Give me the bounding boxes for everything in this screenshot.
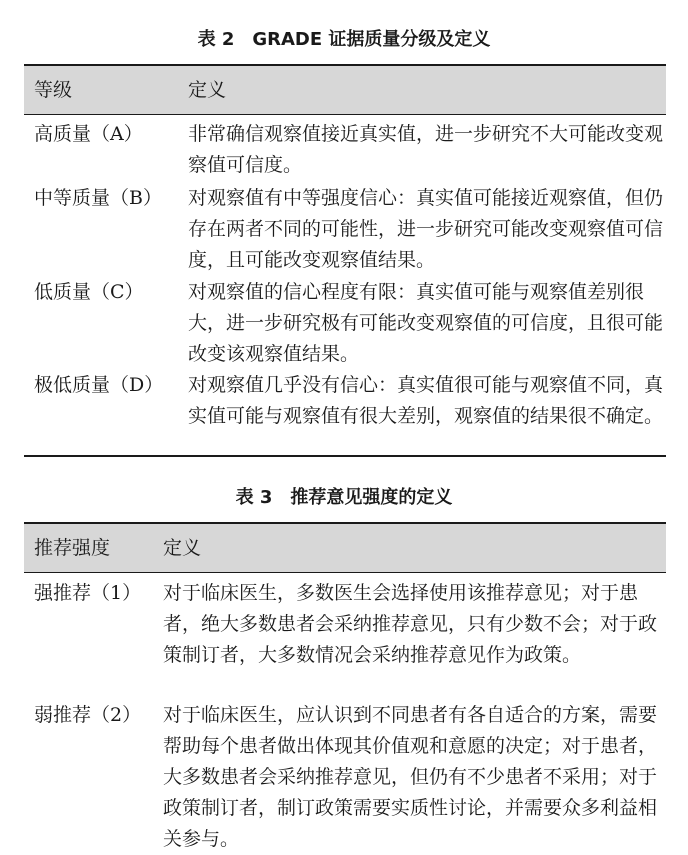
table2-header-rule: [24, 114, 666, 115]
table2-caption: [0, 28, 688, 52]
table3-row-level: 弱推荐（2）: [34, 704, 142, 726]
table2-row-level: 低质量（C）: [34, 281, 144, 303]
table3-row-level: 强推荐（1）: [34, 582, 142, 604]
table2-bottom-rule: [24, 455, 666, 457]
table3-header-rule: [24, 572, 666, 573]
table2-row-level: 高质量（A）: [34, 123, 143, 145]
table2-row-level: 中等质量（B）: [34, 187, 162, 209]
table3-caption: [0, 486, 688, 510]
table2-row-level: 极低质量（D）: [34, 374, 164, 396]
table3-header-level: 推荐强度: [34, 537, 111, 559]
table3-number: 表 3: [235, 487, 273, 508]
table2-row-definition: 非常确信观察值接近真实值，进一步研究不大可能改变观察值可信度。: [188, 123, 664, 176]
table2-row-definition: 对观察值有中等强度信心：真实值可能接近观察值，但仍存在两者不同的可能性，进一步研究可能改变观察值可信度，且可能改变观察值结果。: [188, 187, 664, 271]
table3-row-definition: 对于临床医生，多数医生会选择使用该推荐意见；对于患者，绝大多数患者会采纳推荐意见，只有少数不会；对于政策制订者，大多数情况会采纳推荐意见作为政策。: [163, 582, 658, 666]
table2-header-level: 等级: [34, 79, 73, 101]
table2-header-row: [24, 66, 666, 114]
table3-row-definition: 对于临床医生，应认识到不同患者有各自适合的方案，需要帮助每个患者做出体现其价值观和意愿的决定；对于患者，大多数患者会采纳推荐意见，但仍有不少患者不采用；对于政策制订者，制订政策需要实质性讨论，并需要众多利益相关参与。: [163, 704, 658, 850]
table2-row-definition: 对观察值几乎没有信心：真实值很可能与观察值不同，真实值可能与观察值有很大差别，观察值的结果很不确定。: [188, 374, 664, 427]
table3-title: 推荐意见强度的定义: [290, 487, 453, 508]
table2-title: GRADE 证据质量分级及定义: [252, 29, 491, 50]
table2-row-definition: 对观察值的信心程度有限：真实值可能与观察值差别很大，进一步研究极有可能改变观察值的可信度，且很可能改变该观察值结果。: [188, 281, 664, 365]
table3-header-row: [24, 524, 666, 572]
table3-header-definition: 定义: [163, 537, 202, 559]
table2-number: 表 2: [197, 29, 235, 50]
table2-header-definition: 定义: [188, 79, 227, 101]
